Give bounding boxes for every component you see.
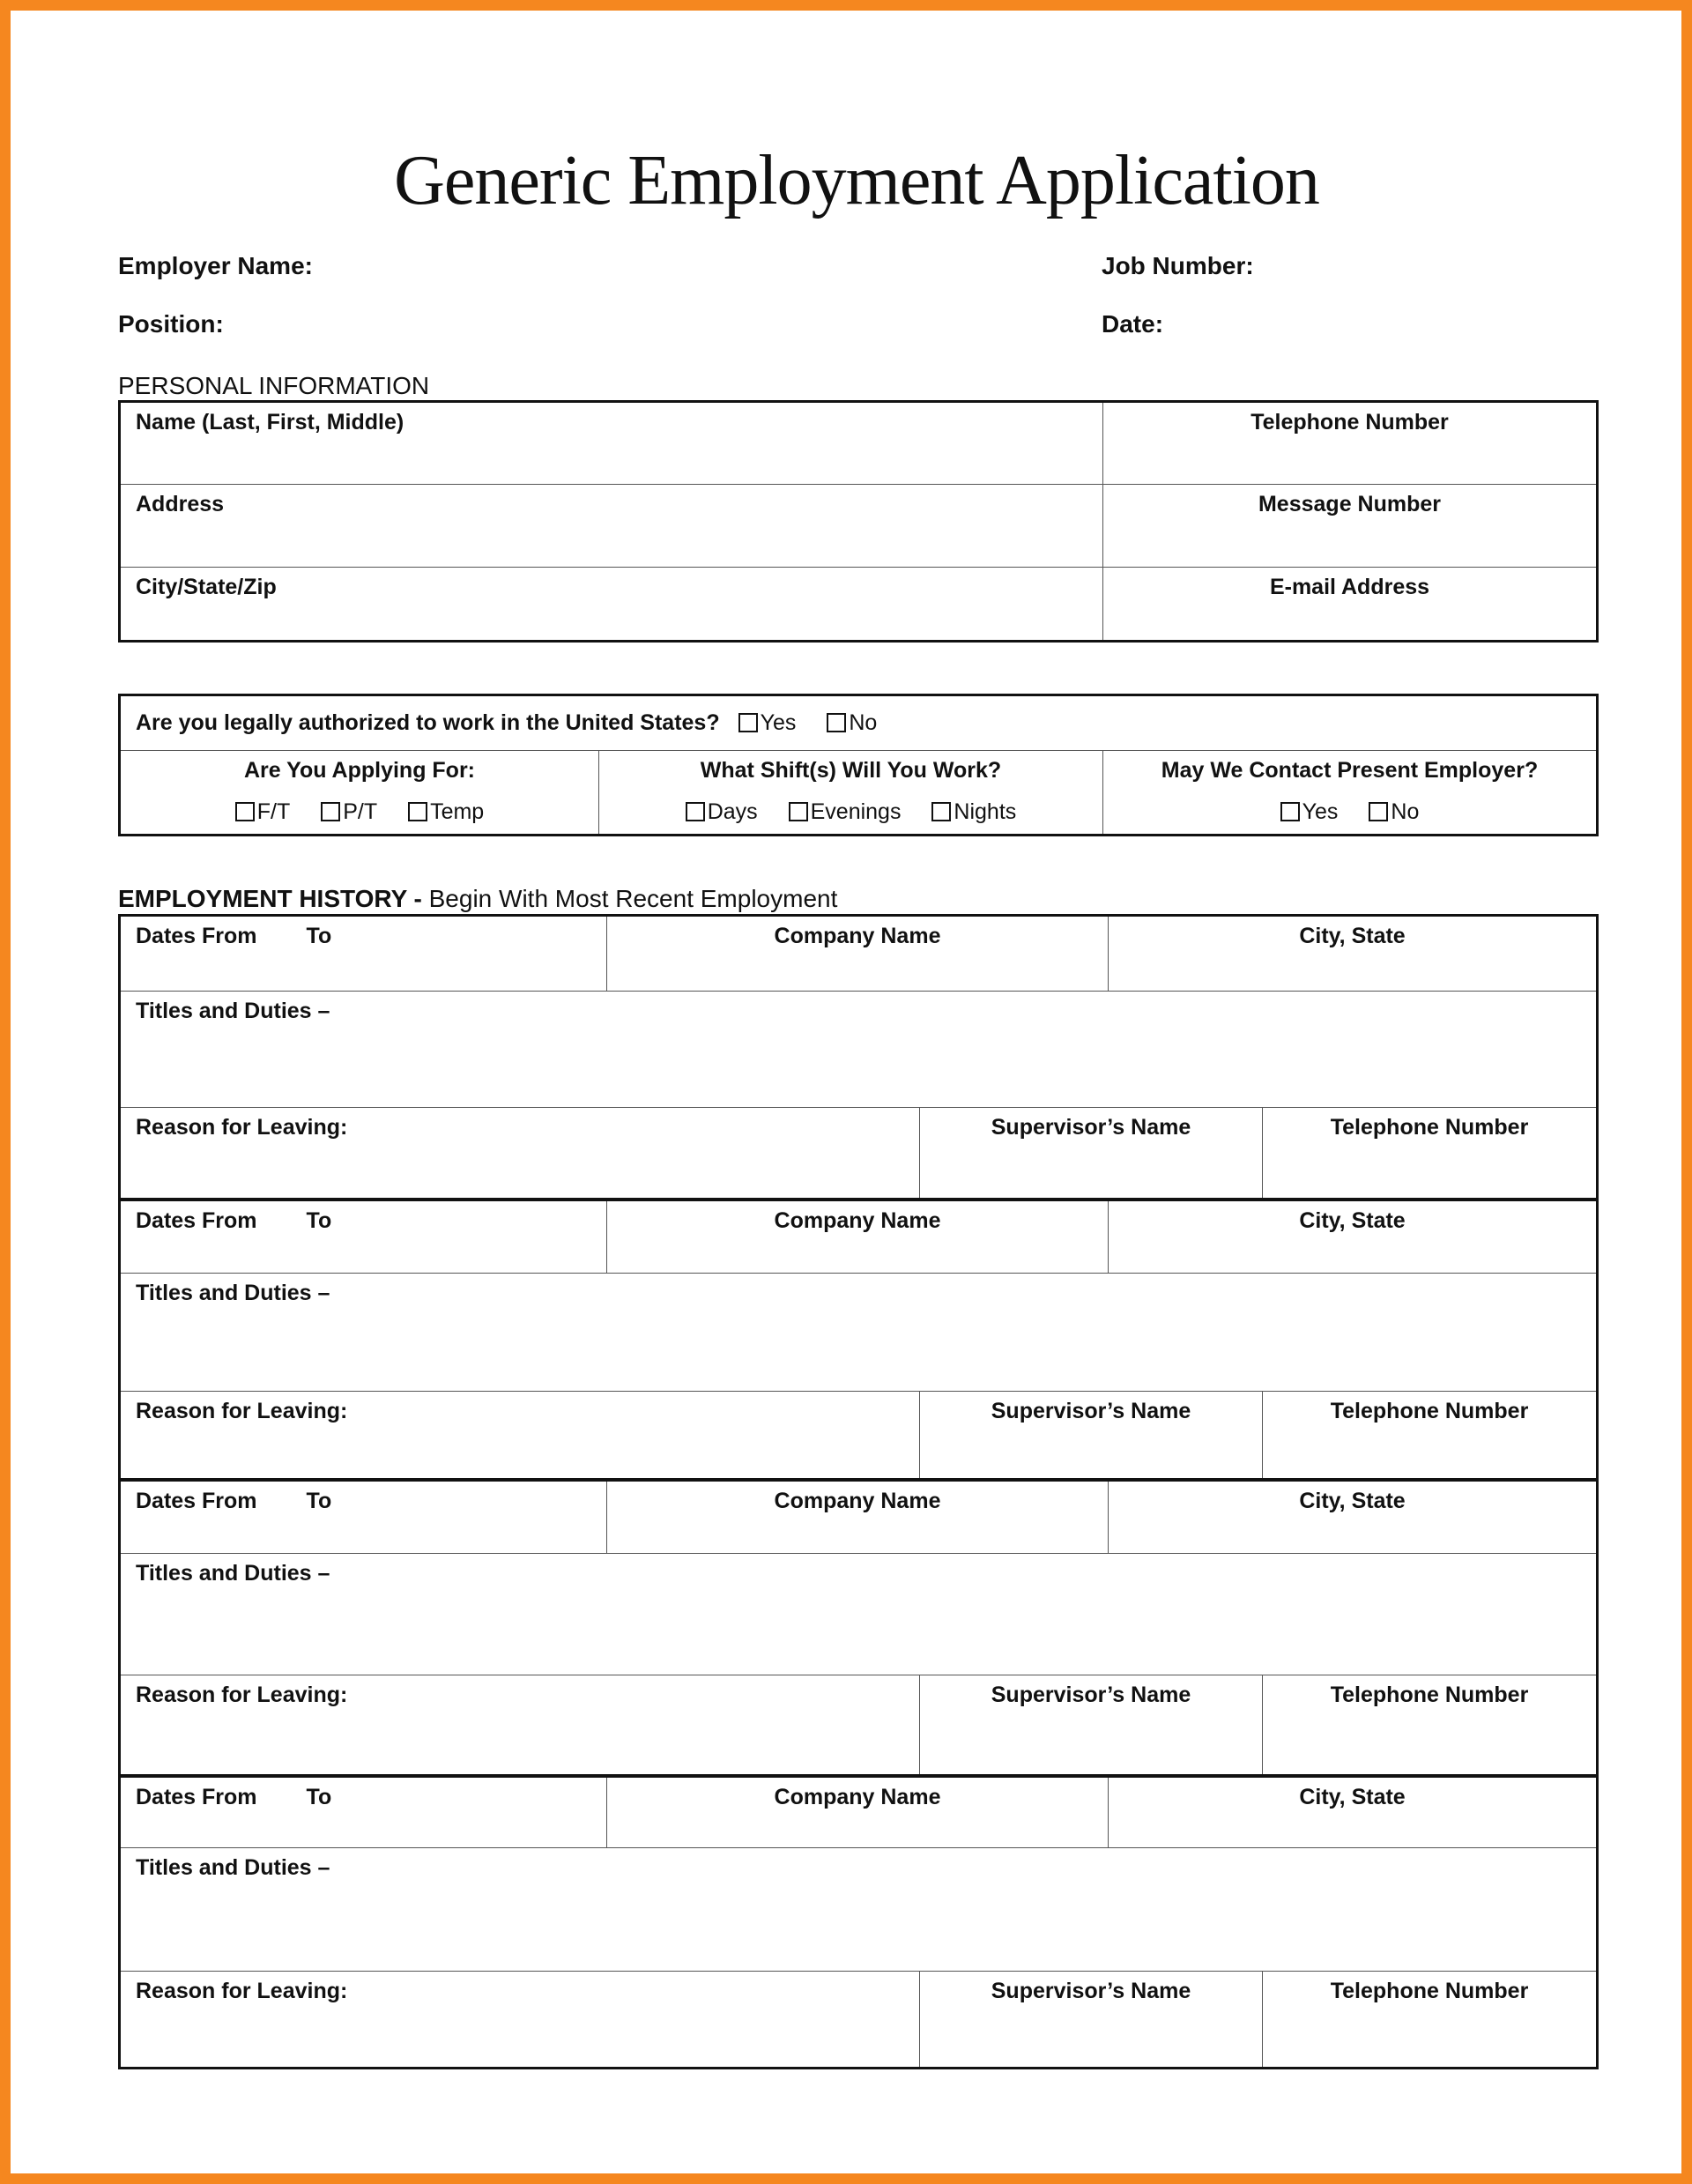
work-authorization-row bbox=[120, 695, 1598, 751]
shifts-label: What Shift(s) Will You Work? bbox=[700, 758, 1002, 783]
auth-yes-option[interactable] bbox=[738, 710, 797, 735]
employment-history-subheading: Begin With Most Recent Employment bbox=[428, 885, 838, 912]
temp-option[interactable] bbox=[408, 799, 484, 824]
city-state-field[interactable] bbox=[1109, 1480, 1598, 1554]
page-title: Generic Employment Application bbox=[394, 142, 1319, 219]
city-state-zip-label: City/State/Zip bbox=[136, 575, 277, 599]
auth-no-label: No bbox=[849, 710, 878, 735]
titles-duties-label: Titles and Duties – bbox=[136, 1281, 330, 1305]
dates-field[interactable] bbox=[120, 916, 607, 992]
work-authorization-question: Are you legally authorized to work in the United States? bbox=[136, 710, 720, 735]
evenings-label: Evenings bbox=[810, 799, 902, 824]
telephone-field[interactable] bbox=[1263, 1972, 1598, 2069]
days-option[interactable] bbox=[686, 799, 758, 824]
company-name-field[interactable] bbox=[607, 916, 1109, 992]
company-name-field[interactable] bbox=[607, 1200, 1109, 1274]
telephone-field[interactable] bbox=[1263, 1675, 1598, 1776]
telephone-label: Telephone Number bbox=[1330, 1979, 1529, 2003]
shifts-cell bbox=[599, 751, 1103, 836]
email-field[interactable] bbox=[1103, 568, 1598, 642]
job-number-label: Job Number: bbox=[1102, 252, 1254, 279]
checkbox-icon[interactable] bbox=[686, 802, 705, 821]
message-number-field[interactable] bbox=[1103, 485, 1598, 568]
titles-duties-label: Titles and Duties – bbox=[136, 999, 330, 1023]
dates-from-label: Dates From bbox=[136, 1207, 257, 1233]
company-name-label: Company Name bbox=[774, 1207, 941, 1233]
dates-to-label: To bbox=[306, 1207, 332, 1233]
days-label: Days bbox=[707, 799, 758, 824]
contact-no-option[interactable] bbox=[1369, 799, 1419, 824]
pt-option[interactable] bbox=[321, 799, 377, 824]
reason-leaving-field[interactable] bbox=[120, 1972, 920, 2069]
telephone-label: Telephone Number bbox=[1330, 1399, 1529, 1423]
telephone-label: Telephone Number bbox=[1330, 1115, 1529, 1140]
temp-label: Temp bbox=[430, 799, 485, 824]
company-name-label: Company Name bbox=[774, 924, 941, 948]
titles-duties-label: Titles and Duties – bbox=[136, 1855, 330, 1880]
message-number-label: Message Number bbox=[1258, 492, 1442, 516]
name-label: Name (Last, First, Middle) bbox=[136, 410, 404, 435]
company-name-label: Company Name bbox=[774, 1488, 941, 1513]
contact-no-label: No bbox=[1391, 799, 1420, 824]
dates-label bbox=[121, 917, 606, 956]
supervisor-name-field[interactable] bbox=[920, 1675, 1263, 1776]
dates-label bbox=[121, 1482, 606, 1521]
telephone-label: Telephone Number bbox=[1250, 410, 1449, 435]
city-state-label: City, State bbox=[1299, 1488, 1406, 1513]
telephone-field[interactable] bbox=[1103, 402, 1598, 485]
titles-duties-field[interactable] bbox=[120, 1274, 1598, 1392]
dates-to-label: To bbox=[306, 1488, 332, 1513]
applying-for-cell bbox=[120, 751, 599, 836]
personal-info-heading-text: PERSONAL INFORMATION bbox=[118, 372, 430, 399]
reason-leaving-field[interactable] bbox=[120, 1392, 920, 1480]
pt-label: P/T bbox=[343, 799, 378, 824]
city-state-label: City, State bbox=[1299, 1207, 1406, 1233]
checkbox-icon[interactable] bbox=[931, 802, 951, 821]
applying-for-label: Are You Applying For: bbox=[243, 758, 476, 783]
supervisor-name-label: Supervisor’s Name bbox=[991, 1399, 1191, 1423]
date-label: Date: bbox=[1102, 310, 1164, 338]
nights-label: Nights bbox=[954, 799, 1017, 824]
position-label: Position: bbox=[118, 310, 224, 338]
contact-employer-label: May We Contact Present Employer? bbox=[1161, 758, 1539, 783]
dates-from-label: Dates From bbox=[136, 1488, 257, 1513]
company-name-field[interactable] bbox=[607, 1480, 1109, 1554]
dates-field[interactable] bbox=[120, 1480, 607, 1554]
employment-history-heading bbox=[118, 885, 837, 913]
contact-yes-label: Yes bbox=[1302, 799, 1339, 824]
personal-info-table bbox=[118, 400, 1599, 643]
supervisor-name-label: Supervisor’s Name bbox=[991, 1979, 1191, 2003]
dates-field[interactable] bbox=[120, 1200, 607, 1274]
telephone-field[interactable] bbox=[1263, 1392, 1598, 1480]
checkbox-icon[interactable] bbox=[1280, 802, 1300, 821]
supervisor-name-label: Supervisor’s Name bbox=[991, 1115, 1191, 1140]
reason-leaving-label: Reason for Leaving: bbox=[136, 1115, 348, 1140]
ft-option[interactable] bbox=[235, 799, 291, 824]
questions-table bbox=[118, 694, 1599, 836]
dates-label bbox=[121, 1778, 606, 1817]
reason-leaving-field[interactable] bbox=[120, 1108, 920, 1200]
dates-from-label: Dates From bbox=[136, 924, 257, 948]
dates-from-label: Dates From bbox=[136, 1784, 257, 1809]
titles-duties-field[interactable] bbox=[120, 1554, 1598, 1675]
supervisor-name-label: Supervisor’s Name bbox=[991, 1683, 1191, 1707]
reason-leaving-field[interactable] bbox=[120, 1675, 920, 1776]
reason-leaving-label: Reason for Leaving: bbox=[136, 1979, 348, 2003]
company-name-label: Company Name bbox=[774, 1784, 941, 1809]
checkbox-icon[interactable] bbox=[738, 713, 758, 732]
personal-info-heading bbox=[118, 372, 429, 400]
reason-leaving-label: Reason for Leaving: bbox=[136, 1683, 348, 1707]
name-field[interactable] bbox=[120, 402, 1103, 485]
checkbox-icon[interactable] bbox=[235, 802, 255, 821]
city-state-field[interactable] bbox=[1109, 916, 1598, 992]
titles-duties-field[interactable] bbox=[120, 992, 1598, 1108]
employment-history-table bbox=[118, 914, 1599, 2069]
checkbox-icon[interactable] bbox=[1369, 802, 1388, 821]
supervisor-name-field[interactable] bbox=[920, 1108, 1263, 1200]
reason-leaving-label: Reason for Leaving: bbox=[136, 1399, 348, 1423]
city-state-field[interactable] bbox=[1109, 1776, 1598, 1848]
telephone-label: Telephone Number bbox=[1330, 1683, 1529, 1707]
city-state-label: City, State bbox=[1299, 1784, 1406, 1809]
contact-employer-cell bbox=[1103, 751, 1598, 836]
city-state-field[interactable] bbox=[1109, 1200, 1598, 1274]
address-field[interactable] bbox=[120, 485, 1103, 568]
telephone-field[interactable] bbox=[1263, 1108, 1598, 1200]
address-label: Address bbox=[136, 492, 225, 516]
dates-label bbox=[121, 1201, 606, 1241]
dates-to-label: To bbox=[306, 924, 332, 948]
contact-yes-option[interactable] bbox=[1280, 799, 1339, 824]
dates-field[interactable] bbox=[120, 1776, 607, 1848]
checkbox-icon[interactable] bbox=[321, 802, 340, 821]
employment-history-heading-text: EMPLOYMENT HISTORY - bbox=[118, 885, 429, 912]
auth-yes-label: Yes bbox=[760, 710, 797, 735]
checkbox-icon[interactable] bbox=[408, 802, 427, 821]
company-name-field[interactable] bbox=[607, 1776, 1109, 1848]
checkbox-icon[interactable] bbox=[827, 713, 846, 732]
auth-no-option[interactable] bbox=[827, 710, 877, 735]
titles-duties-field[interactable] bbox=[120, 1848, 1598, 1972]
city-state-zip-field[interactable] bbox=[120, 568, 1103, 642]
supervisor-name-field[interactable] bbox=[920, 1392, 1263, 1480]
employer-name-label: Employer Name: bbox=[118, 252, 313, 279]
checkbox-icon[interactable] bbox=[789, 802, 808, 821]
titles-duties-label: Titles and Duties – bbox=[136, 1561, 330, 1586]
dates-to-label: To bbox=[306, 1784, 332, 1809]
nights-option[interactable] bbox=[931, 799, 1016, 824]
evenings-option[interactable] bbox=[789, 799, 902, 824]
supervisor-name-field[interactable] bbox=[920, 1972, 1263, 2069]
city-state-label: City, State bbox=[1299, 924, 1406, 948]
ft-label: F/T bbox=[256, 799, 291, 824]
email-label: E-mail Address bbox=[1269, 575, 1430, 599]
